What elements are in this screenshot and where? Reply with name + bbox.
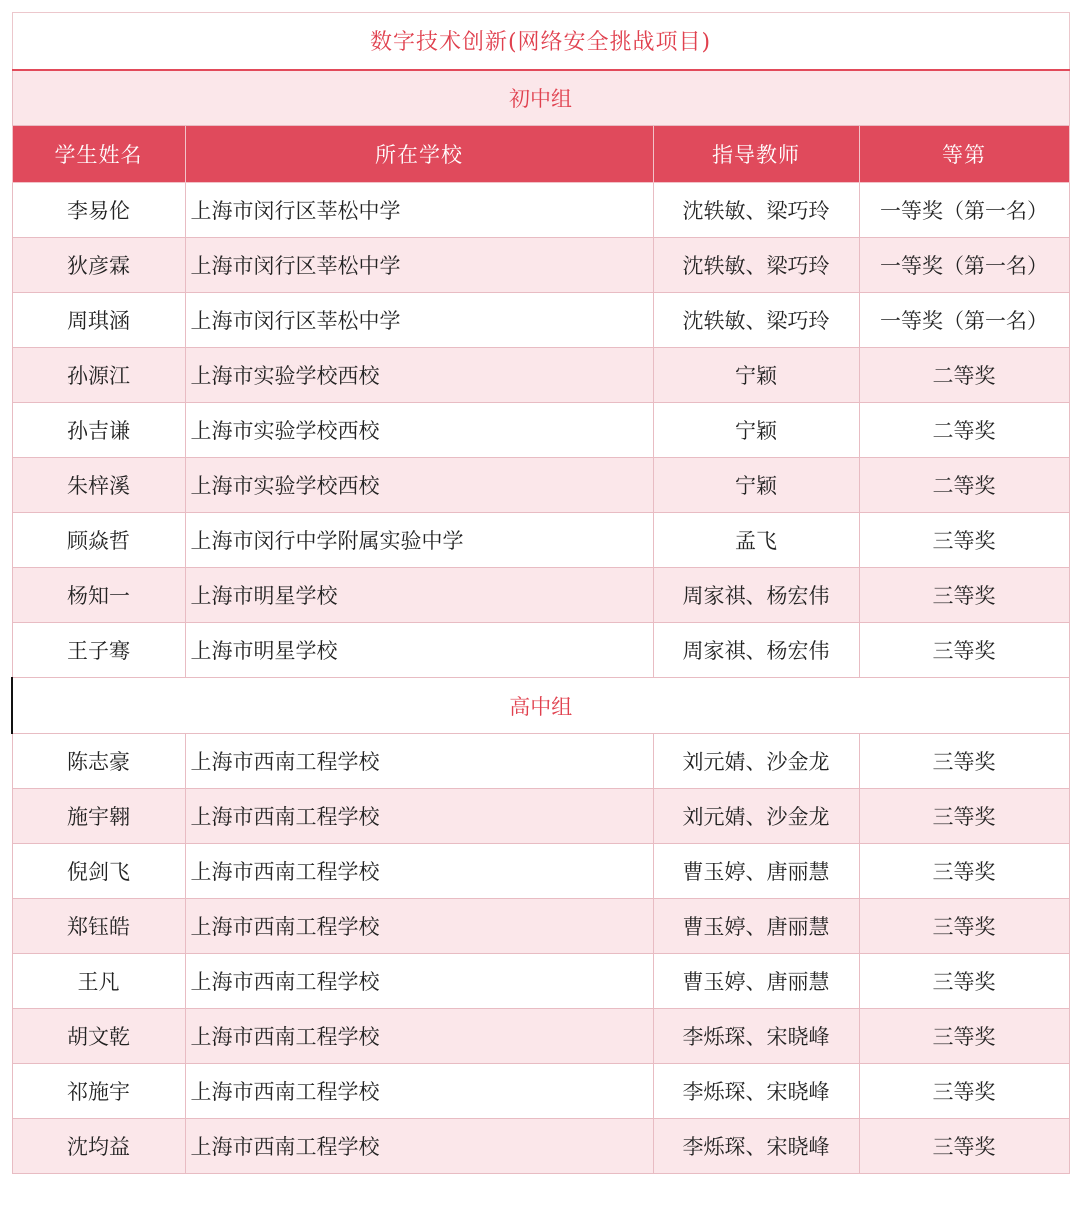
group-label: 初中组 [12,70,1069,126]
school-name: 上海市闵行中学附属实验中学 [185,513,653,568]
table-row [12,513,1069,568]
school-name: 上海市西南工程学校 [185,1119,653,1174]
col-header-teacher: 指导教师 [653,126,859,183]
teacher-names: 宁颖 [653,458,859,513]
award-level: 一等奖（第一名） [859,183,1069,238]
group-label: 高中组 [12,678,1069,734]
table-row [12,238,1069,293]
student-name: 沈均益 [12,1119,185,1174]
student-name: 郑钰皓 [12,899,185,954]
school-name: 上海市西南工程学校 [185,954,653,1009]
title-row [12,13,1069,70]
group-row [12,678,1069,734]
teacher-names: 刘元婧、沙金龙 [653,789,859,844]
table-row [12,348,1069,403]
award-level: 三等奖 [859,513,1069,568]
teacher-names: 曹玉婷、唐丽慧 [653,844,859,899]
student-name: 孙源江 [12,348,185,403]
school-name: 上海市明星学校 [185,623,653,678]
table-row [12,458,1069,513]
student-name: 李易伦 [12,183,185,238]
teacher-names: 刘元婧、沙金龙 [653,734,859,789]
student-name: 倪剑飞 [12,844,185,899]
award-level: 三等奖 [859,1064,1069,1119]
teacher-names: 周家祺、杨宏伟 [653,568,859,623]
student-name: 朱梓溪 [12,458,185,513]
award-level: 一等奖（第一名） [859,293,1069,348]
award-level: 三等奖 [859,734,1069,789]
table-row [12,734,1069,789]
table-row [12,899,1069,954]
school-name: 上海市西南工程学校 [185,899,653,954]
table-title: 数字技术创新(网络安全挑战项目) [12,13,1069,70]
school-name: 上海市实验学校西校 [185,348,653,403]
student-name: 祁施宇 [12,1064,185,1119]
award-level: 三等奖 [859,899,1069,954]
teacher-names: 曹玉婷、唐丽慧 [653,899,859,954]
student-name: 王子骞 [12,623,185,678]
table-row [12,403,1069,458]
teacher-names: 宁颖 [653,348,859,403]
school-name: 上海市西南工程学校 [185,789,653,844]
teacher-names: 沈轶敏、梁巧玲 [653,293,859,348]
school-name: 上海市闵行区莘松中学 [185,238,653,293]
school-name: 上海市西南工程学校 [185,1064,653,1119]
student-name: 王凡 [12,954,185,1009]
results-sheet [11,12,1068,1174]
teacher-names: 宁颖 [653,403,859,458]
teacher-names: 沈轶敏、梁巧玲 [653,238,859,293]
school-name: 上海市西南工程学校 [185,1009,653,1064]
col-header-award: 等第 [859,126,1069,183]
award-level: 二等奖 [859,403,1069,458]
student-name: 胡文乾 [12,1009,185,1064]
table-row [12,568,1069,623]
student-name: 孙吉谦 [12,403,185,458]
table-row [12,623,1069,678]
results-table [11,12,1070,1174]
table-row [12,1119,1069,1174]
school-name: 上海市明星学校 [185,568,653,623]
student-name: 陈志豪 [12,734,185,789]
teacher-names: 周家祺、杨宏伟 [653,623,859,678]
student-name: 杨知一 [12,568,185,623]
col-header-school: 所在学校 [185,126,653,183]
award-level: 三等奖 [859,623,1069,678]
teacher-names: 沈轶敏、梁巧玲 [653,183,859,238]
award-level: 三等奖 [859,844,1069,899]
school-name: 上海市闵行区莘松中学 [185,293,653,348]
school-name: 上海市闵行区莘松中学 [185,183,653,238]
award-level: 三等奖 [859,1119,1069,1174]
table-row [12,1064,1069,1119]
teacher-names: 孟飞 [653,513,859,568]
school-name: 上海市实验学校西校 [185,458,653,513]
table-row [12,183,1069,238]
student-name: 周琪涵 [12,293,185,348]
school-name: 上海市西南工程学校 [185,734,653,789]
table-row [12,844,1069,899]
award-level: 三等奖 [859,954,1069,1009]
student-name: 狄彦霖 [12,238,185,293]
col-header-student: 学生姓名 [12,126,185,183]
teacher-names: 李烁琛、宋晓峰 [653,1009,859,1064]
table-row [12,293,1069,348]
school-name: 上海市西南工程学校 [185,844,653,899]
award-level: 一等奖（第一名） [859,238,1069,293]
school-name: 上海市实验学校西校 [185,403,653,458]
award-level: 三等奖 [859,568,1069,623]
table-row [12,1009,1069,1064]
student-name: 施宇翱 [12,789,185,844]
award-level: 二等奖 [859,348,1069,403]
teacher-names: 李烁琛、宋晓峰 [653,1064,859,1119]
table-row [12,789,1069,844]
teacher-names: 曹玉婷、唐丽慧 [653,954,859,1009]
table-row [12,954,1069,1009]
teacher-names: 李烁琛、宋晓峰 [653,1119,859,1174]
award-level: 三等奖 [859,1009,1069,1064]
award-level: 二等奖 [859,458,1069,513]
award-level: 三等奖 [859,789,1069,844]
student-name: 顾焱哲 [12,513,185,568]
group-row [12,70,1069,126]
header-row [12,126,1069,183]
